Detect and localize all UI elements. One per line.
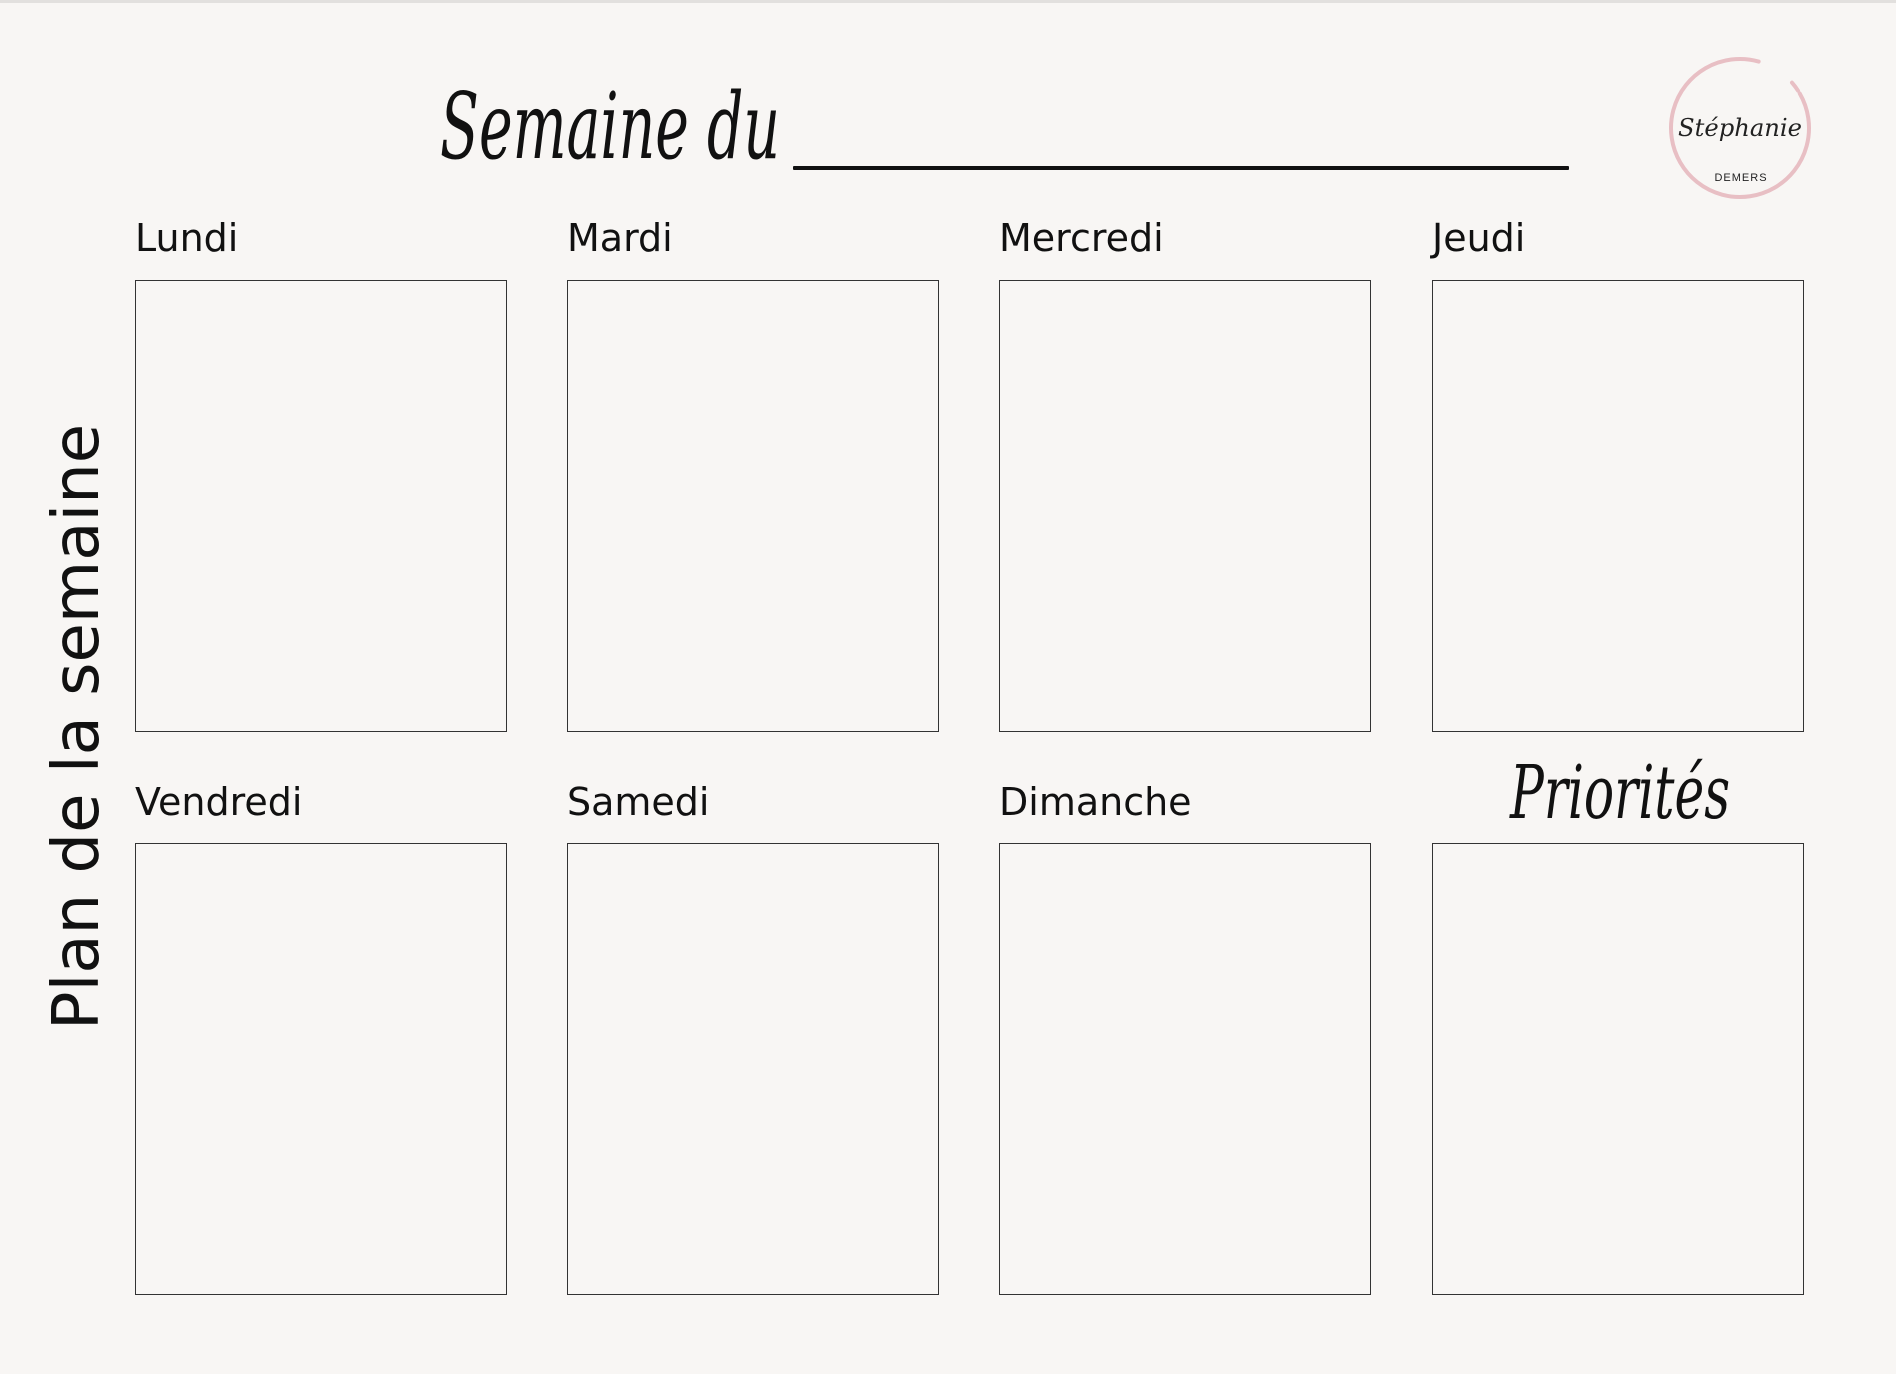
top-rule	[0, 0, 1896, 3]
day-label-lundi: Lundi	[135, 216, 239, 260]
day-label-vendredi: Vendredi	[135, 780, 303, 824]
week-date-line[interactable]	[793, 166, 1569, 170]
day-label-dimanche: Dimanche	[999, 780, 1192, 824]
logo-name: Stéphanie	[1678, 114, 1802, 142]
logo-surname: DEMERS	[1714, 172, 1768, 184]
day-box-mardi[interactable]	[567, 280, 939, 732]
day-box-samedi[interactable]	[567, 843, 939, 1295]
priorities-heading	[1500, 730, 1760, 840]
day-label-samedi: Samedi	[567, 780, 710, 824]
page-title-text: Semaine du	[440, 73, 780, 180]
day-label-mardi: Mardi	[567, 216, 673, 260]
page-title	[440, 50, 800, 180]
day-box-jeudi[interactable]	[1432, 280, 1804, 732]
priorities-box[interactable]	[1432, 843, 1804, 1295]
day-label-jeudi: Jeudi	[1432, 216, 1526, 260]
day-box-dimanche[interactable]	[999, 843, 1371, 1295]
day-box-mercredi[interactable]	[999, 280, 1371, 732]
day-box-vendredi[interactable]	[135, 843, 507, 1295]
side-title-text: Plan de la semaine	[40, 423, 114, 1030]
day-box-lundi[interactable]	[135, 280, 507, 732]
stephanie-demers-logo	[1660, 48, 1820, 208]
priorities-heading-text: Priorités	[1508, 750, 1730, 836]
day-label-mercredi: Mercredi	[999, 216, 1164, 260]
